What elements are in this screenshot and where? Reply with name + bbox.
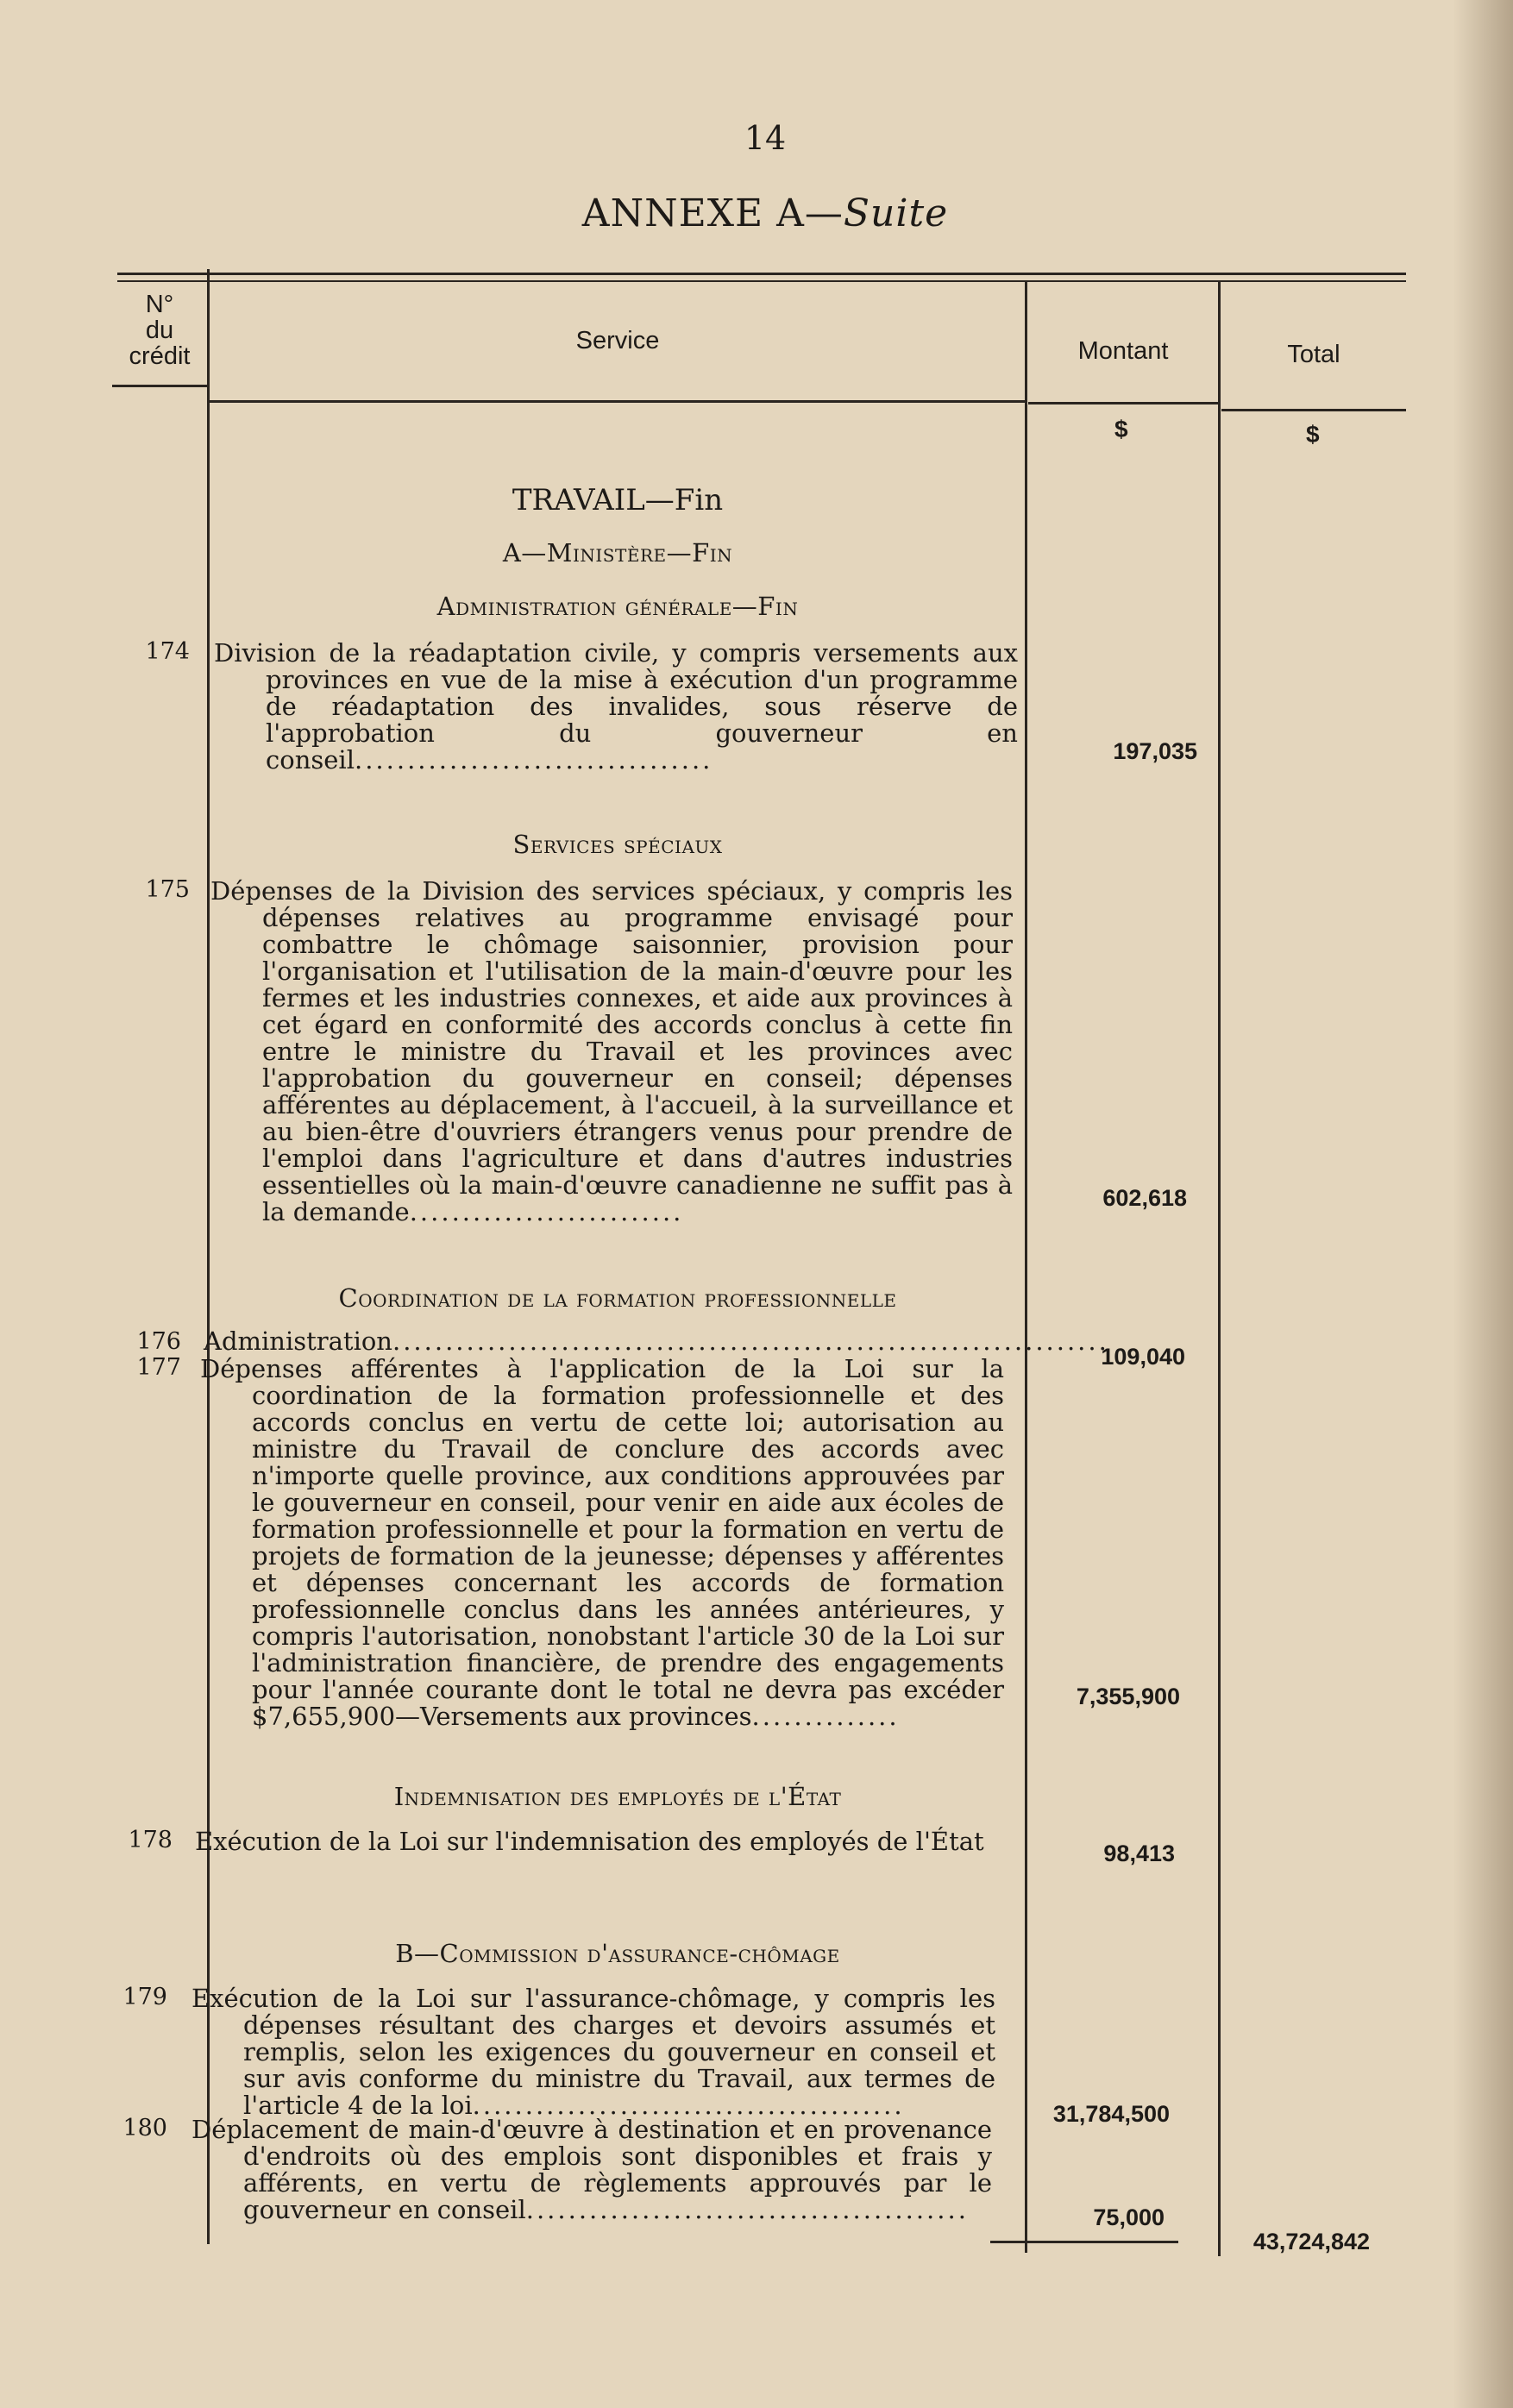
- credit-description: Exécution de la Loi sur l'indemnisation des employés de l'État: [195, 1827, 984, 1856]
- section-coordination: Coordination de la formation professionnelle: [338, 1283, 897, 1313]
- title-suite: Suite: [843, 191, 949, 235]
- credit-amount: 98,413: [1103, 1840, 1175, 1866]
- credit-amount: 31,784,500: [1052, 2101, 1170, 2127]
- credit-description: Dépenses de la Division des services spéciaux, y compris les dépenses relatives au programme envisagé pour combattre le chômage saisonnier, provision pour l'organisation et l'utilisation de la main-d'œuvre pour les fermes et les industries connexes, et aide aux provinces à cet égard en conformité des accords conclus à cette fin entre le ministre du Travail et les provinces avec l'approbation du gouverneur en conseil; dépenses afférentes au déplacement, à l'accueil, à la surveillance et au bien-être d'ouvriers étrangers venus pour prendre de l'emploi dans l'agriculture et dans d'autres industries essentielles où la main-d'œuvre canadienne ne suffit pas à la demande..........................: [210, 876, 1013, 1226]
- credit-number: 179: [122, 1984, 167, 2010]
- section-indemnisation: Indemnisation des employés de l'État: [393, 1782, 842, 1811]
- section-ministere: A—Ministère—Fin: [502, 538, 733, 568]
- title-main: ANNEXE A—: [581, 191, 844, 235]
- credit-amount: 7,355,900: [1076, 1684, 1180, 1709]
- header-montant: Montant: [1077, 337, 1169, 365]
- credit-description: Administration....................................................................: [204, 1326, 1109, 1356]
- page-number: 14: [744, 119, 787, 157]
- header-top-rule: [117, 273, 1406, 275]
- header-credit-credit: crédit: [129, 342, 191, 370]
- header-credit-no: N°: [145, 291, 174, 318]
- currency-montant: $: [1114, 416, 1128, 442]
- credit-number: 178: [128, 1827, 173, 1853]
- credit-number: 174: [145, 638, 190, 665]
- credit-number: 176: [136, 1328, 181, 1355]
- credit-description: Division de la réadaptation civile, y compris versements aux provinces en vue de la mise à exécution d'un programme de réadaptation des invalides, sous réserve de l'approbation du gouverneur en conseil..................................: [214, 638, 1018, 774]
- credit-number: 175: [145, 876, 190, 903]
- credit-amount: 197,035: [1113, 738, 1197, 764]
- credit-description: Exécution de la Loi sur l'assurance-chômage, y compris les dépenses résultant des charges et devoirs assumés et remplis, selon les exigences du gouverneur en conseil et sur avis conforme du ministre du Travail, aux termes de l'article 4 de la loi.........................................: [191, 1984, 995, 2120]
- page-edge-shadow: [1453, 0, 1513, 2408]
- credit-amount: 75,000: [1093, 2204, 1165, 2230]
- header-credit: [112, 292, 207, 369]
- section-administration: Administration générale—Fin: [436, 592, 799, 621]
- header-bottom-rule-credit: [112, 385, 207, 387]
- subtotal-rule: [990, 2241, 1178, 2243]
- header-total: Total: [1287, 341, 1340, 368]
- credit-number: 177: [136, 1354, 181, 1381]
- credit-description: Dépenses afférentes à l'application de la Loi sur la coordination de la formation professionnelle et des accords conclus en vertu de cette loi; autorisation au ministre du Travail de conclure des accords avec n'importe quelle province, aux conditions approuvées par le gouverneur en conseil, pour venir en aide aux écoles de formation professionnelle et pour la formation en vertu de projets de formation de la jeunesse; dépenses y afférentes et dépenses concernant les accords de formation professionnelle conclus dans les années antérieures, y compris l'autorisation, nonobstant l'article 30 de la Loi sur l'administration financière, de prendre des engagements pour l'année courante dont le total ne devra pas excéder $7,655,900—Versements aux provinces..............: [200, 1354, 1004, 1731]
- header-credit-du: du: [145, 317, 174, 344]
- currency-total: $: [1306, 421, 1320, 448]
- credit-number: 180: [122, 2115, 167, 2141]
- page-title: [0, 191, 1513, 235]
- grand-total: 43,724,842: [1252, 2229, 1370, 2254]
- section-services-speciaux: Services spéciaux: [512, 830, 723, 859]
- header-bottom-rule-montant: [1028, 402, 1218, 404]
- header-service: Service: [575, 327, 660, 354]
- header-bottom-rule-total: [1221, 409, 1406, 411]
- section-travail: TRAVAIL—Fin: [512, 483, 724, 517]
- column-divider-total: [1218, 281, 1221, 2256]
- section-commission: B—Commission d'assurance-chômage: [395, 1939, 840, 1968]
- header-top-rule-2: [117, 280, 1406, 282]
- header-bottom-rule-service: [209, 400, 1026, 403]
- credit-description: Déplacement de main-d'œuvre à destination et en provenance d'endroits où des emplois sont disponibles et frais y afférents, en vertu de règlements approuvés par le gouverneur en conseil..........................................: [191, 2115, 992, 2224]
- credit-amount: 109,040: [1101, 1344, 1185, 1370]
- credit-amount: 602,618: [1102, 1185, 1187, 1211]
